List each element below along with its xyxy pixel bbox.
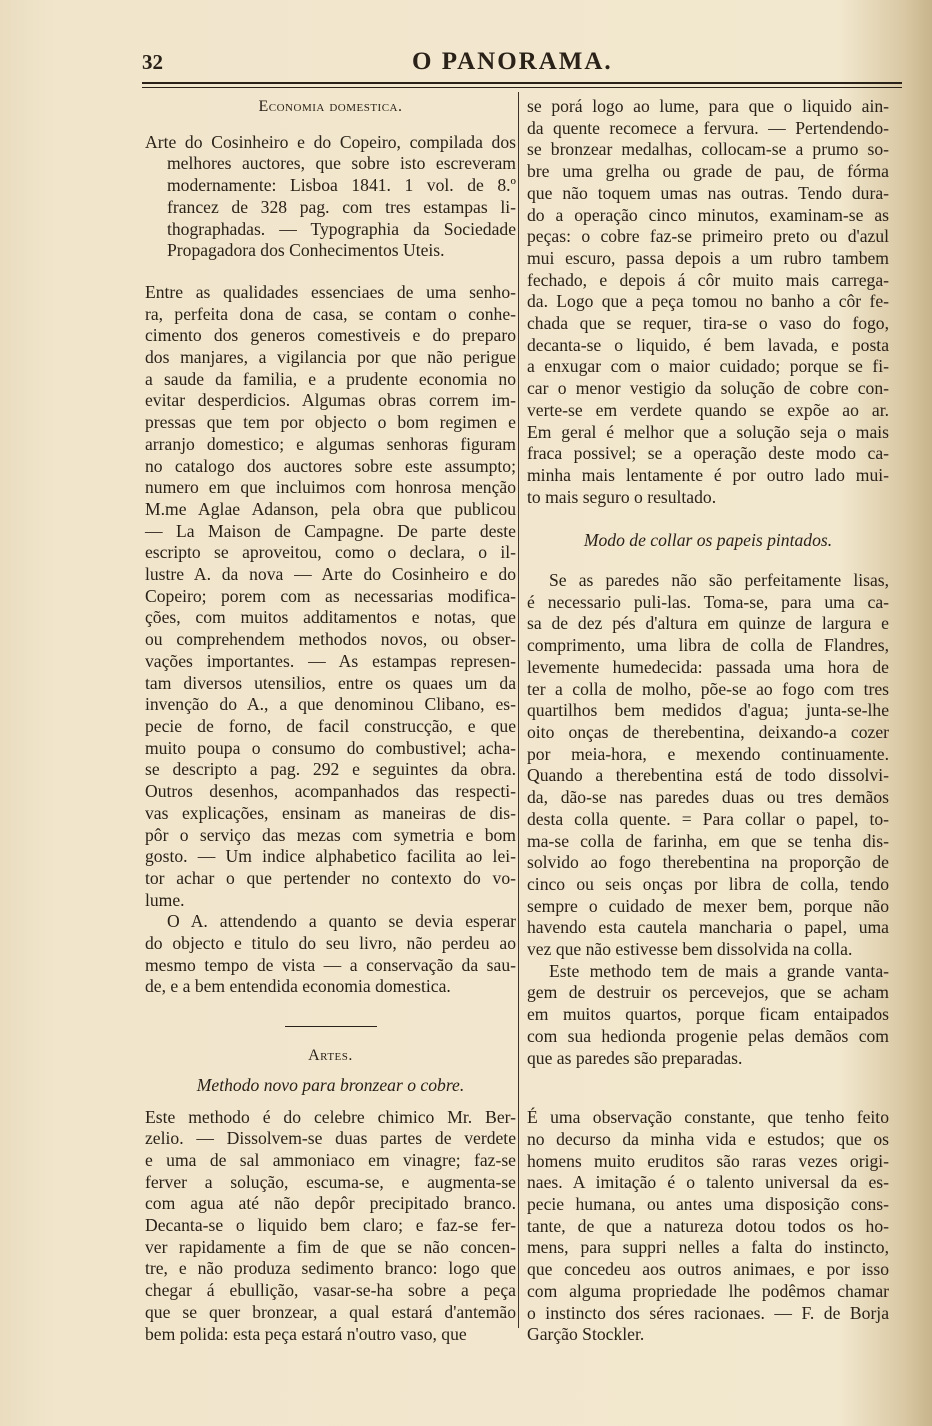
text-line: se bronzear medalhas, collocam-se a prumo so- xyxy=(527,139,889,160)
text-line: e uma de sal ammoniaco em vinagre; faz-se xyxy=(145,1149,516,1170)
text-line: arranjo domestico; e algumas senhoras figuram xyxy=(145,433,516,454)
header-rule xyxy=(142,82,902,88)
paragraph xyxy=(145,911,516,998)
text-line: sempre o cuidado de mexer bem, porque não xyxy=(527,895,889,916)
text-line: sa de dez pés d'altura em quinze de largura e xyxy=(527,613,889,634)
text-line: mesmo tempo de vista — a conservação da sau- xyxy=(145,954,516,975)
subheading-bronzear: Methodo novo para bronzear o cobre. xyxy=(196,1074,465,1095)
text-line: lume. xyxy=(145,889,185,910)
text-line: É uma observação constante, que tenho feito xyxy=(527,1107,889,1128)
text-line: de, e a bem entendida economia domestica. xyxy=(145,976,451,997)
text-line: se descripto a pag. 292 e seguintes da obra. xyxy=(145,759,516,780)
text-line: pôr o serviço das mezas com symetria e bom xyxy=(145,824,516,845)
text-line: verte-se em verdete quando se expõe ao ar. xyxy=(527,399,889,420)
text-line: melhores auctores, que sobre isto escreveram xyxy=(167,153,516,174)
text-line: no decurso da minha vida e estudos; que os xyxy=(527,1128,889,1149)
text-line: da, dão-se nas paredes duas ou tres demãos xyxy=(527,787,889,808)
text-line: Quando a therebentina está de todo dissolvi- xyxy=(527,765,889,786)
text-line: ferver a solução, escuma-se, e augmenta-se xyxy=(145,1171,516,1192)
text-line: car o menor vestigio da solução de cobre con- xyxy=(527,378,889,399)
text-line: chegar á ebullição, vasar-se-ha sobre a peça xyxy=(145,1280,516,1301)
text-line: tam diversos utensilios, entre os quaes um da xyxy=(145,672,516,693)
text-line: com agua até não depôr precipitado branco. xyxy=(145,1193,516,1214)
text-line: oito onças de therebentina, deixando-a cozer xyxy=(527,721,889,742)
text-line: gosto. — Um indice alphabetico facilita ao lei- xyxy=(145,846,516,867)
text-line: Este methodo tem de mais a grande vanta- xyxy=(549,960,889,981)
text-line: ter a colla de molho, põe-se ao fogo com tres xyxy=(527,678,889,699)
text-line: lustre A. da nova — Arte do Cosinheiro e do xyxy=(145,564,516,585)
text-line: pecie de forno, de facil construcção, e que xyxy=(145,715,516,736)
text-line: se porá logo ao lume, para que o liquido ain- xyxy=(527,96,889,116)
text-line: tante, de que a natureza dotou todos os ho- xyxy=(527,1215,889,1236)
text-line: por meia-hora, e mexendo continuamente. xyxy=(527,743,889,764)
text-line: Este methodo é do celebre chimico Mr. Ber- xyxy=(145,1106,516,1127)
book-citation xyxy=(145,132,516,262)
text-line: do objecto e titulo do seu livro, não perdeu ao xyxy=(145,933,516,954)
text-line: muito poupa o consumo do combustivel; acha- xyxy=(145,737,516,758)
text-line: bre uma grelha ou grade de pau, de fórma xyxy=(527,161,889,182)
text-line: que não toquem umas nas outras. Tendo dura- xyxy=(527,182,889,203)
text-line: modernamente: Lisboa 1841. 1 vol. de 8.º xyxy=(167,175,516,196)
text-line: ou comprehendem methodos novos, ou obser- xyxy=(145,629,516,650)
text-line: comprimento, uma libra de colla de Flandres, xyxy=(527,635,889,656)
text-line: desta colla quente. = Para collar o papel, to- xyxy=(527,808,889,829)
text-line: pecie humana, ou antes uma disposição cons- xyxy=(527,1194,889,1215)
text-line: solvido ao fogo therebentina na proporção de xyxy=(527,852,889,873)
right-column xyxy=(527,96,889,1346)
journal-title: O PANORAMA. xyxy=(412,48,613,75)
section-heading-artes: Artes. xyxy=(308,1047,353,1065)
text-line: thographadas. — Typographia da Sociedade xyxy=(167,218,516,239)
text-line: ma-se colla de farinha, em que se tenha dis- xyxy=(527,830,889,851)
text-line: a enxugar com o maior cuidado; porque se fi- xyxy=(527,356,889,377)
paragraph xyxy=(145,282,516,911)
text-line: gem de destruir os percevejos, que se acham xyxy=(527,982,889,1003)
text-line: decanta-se o liquido, é bem lavada, e posta xyxy=(527,334,889,355)
text-line: escripto se aproveitou, como o declara, o il- xyxy=(145,542,516,563)
text-line: quartilhos bem medidos d'agua; junta-se-lhe xyxy=(527,700,889,721)
text-line: havendo esta cautela mancharia o papel, uma xyxy=(527,917,889,938)
text-line: evitar desperdicios. Algumas obras correm im- xyxy=(145,390,516,411)
text-line: ver rapidamente a fim de que se não concen- xyxy=(145,1236,516,1257)
text-line: que as paredes são preparadas. xyxy=(527,1047,743,1068)
text-line: chada que se requer, tira-se o vaso do fogo, xyxy=(527,313,889,334)
paragraph xyxy=(145,1107,516,1346)
text-line: em muitos quartos, porque ficam entaipados xyxy=(527,1004,889,1025)
text-line: cimento dos generos comestiveis e do preparo xyxy=(145,325,516,346)
text-line: vações importantes. — As estampas represen- xyxy=(145,650,516,671)
text-line: com alguma propriedade lhe podêmos chamar xyxy=(527,1280,889,1301)
text-line: fechado, e depois á côr muito mais carrega- xyxy=(527,269,889,290)
text-line: tre, e não produza sedimento branco: logo que xyxy=(145,1258,516,1279)
text-line: Decanta-se o liquido bem claro; e faz-se fer- xyxy=(145,1215,516,1236)
text-line: cinco ou seis onças por libra de colla, tendo xyxy=(527,873,889,894)
text-line: francez de 328 pag. com tres estampas li- xyxy=(167,196,516,217)
text-line: ra, perfeita dona de casa, se contam o conhe- xyxy=(145,303,516,324)
text-line: naes. A imitação é o talento universal da es- xyxy=(527,1172,889,1193)
paragraph xyxy=(527,961,889,1070)
text-line: o instincto dos séres racionaes. — F. de Borja xyxy=(527,1302,889,1323)
text-line: M.me Aglae Adanson, pela obra que publicou xyxy=(145,498,516,519)
text-line: vas explicações, ensinam as maneiras de dis- xyxy=(145,802,516,823)
text-line: dos manjares, a vigilancia por que não perigue xyxy=(145,347,516,368)
text-line: do a operação cinco minutos, examinam-se as xyxy=(527,204,889,225)
text-line: zelio. — Dissolvem-se duas partes de verdete xyxy=(145,1128,516,1149)
text-line: Arte do Cosinheiro e do Copeiro, compilada dos xyxy=(145,131,516,152)
text-line: — La Maison de Campagne. De parte deste xyxy=(145,520,516,541)
text-line: numero em que incluimos com honrosa menção xyxy=(145,477,516,498)
text-line: que se quer bronzear, a qual estará d'antemão xyxy=(145,1301,516,1322)
text-line: O A. attendendo a quanto se devia esperar xyxy=(167,911,516,932)
text-line: vez que não estivesse bem dissolvida na colla. xyxy=(527,939,853,960)
page-number: 32 xyxy=(142,50,163,74)
text-line: peças: o cobre faz-se primeiro preto ou d'azul xyxy=(527,226,889,247)
text-line: homens muito eruditos são raras vezes origi- xyxy=(527,1150,889,1171)
paragraph xyxy=(527,1107,889,1346)
paragraph xyxy=(527,96,889,508)
text-line: fraca possivel; se a operação deste modo ca- xyxy=(527,443,889,464)
text-line: levemente humedecida: passada uma hora de xyxy=(527,656,889,677)
column-divider xyxy=(518,92,519,1328)
page-header xyxy=(142,48,902,84)
text-line: Entre as qualidades essenciaes de uma senho- xyxy=(145,281,516,302)
subheading-collar: Modo de collar os papeis pintados. xyxy=(583,530,833,551)
text-line: Copeiro; porem com as necessarias modifica- xyxy=(145,585,516,606)
text-line: a saude da familia, e a prudente economia no xyxy=(145,368,516,389)
text-line: Propagadora dos Conhecimentos Uteis. xyxy=(167,240,445,261)
text-line: Se as paredes não são perfeitamente lisas, xyxy=(549,570,889,591)
left-column xyxy=(145,96,516,1345)
text-line: bem polida: esta peça estará n'outro vaso, que xyxy=(145,1323,467,1344)
text-line: pressas que tem por objecto o bom regimen e xyxy=(145,412,516,433)
text-line: da. Logo que a peça tomou no banho a côr fe- xyxy=(527,291,889,312)
text-line: mui escuro, passa depois a um rubro tambem xyxy=(527,247,889,268)
text-line: minha mais lentamente é por outro lado mui- xyxy=(527,464,889,485)
text-line: tor achar o que pertender no contexto do vo- xyxy=(145,867,516,888)
text-line: é necessario puli-las. Toma-se, para uma ca- xyxy=(527,591,889,612)
text-line: Garção Stockler. xyxy=(527,1324,645,1345)
text-line: no catalogo dos auctores sobre este assumpto; xyxy=(145,455,516,476)
text-line: to mais seguro o resultado. xyxy=(527,486,717,507)
text-line: invenção do A., a que denominou Clibano, es- xyxy=(145,694,516,715)
text-line: da quente recomece a fervura. — Pertendendo- xyxy=(527,117,889,138)
paragraph xyxy=(527,570,889,961)
text-line: Em geral é melhor que a solução seja o mais xyxy=(527,421,889,442)
text-line: com sua hedionda progenie pelas demãos com xyxy=(527,1025,889,1046)
text-line: Outros desenhos, acompanhados das respecti- xyxy=(145,781,516,802)
text-line: ções, com muitos additamentos e notas, que xyxy=(145,607,516,628)
text-line: mens, para suppri nelles a falta do instincto, xyxy=(527,1237,889,1258)
section-heading-economia: Economia domestica. xyxy=(258,98,403,115)
text-line: que concedeu aos outros animaes, e por isso xyxy=(527,1259,889,1280)
